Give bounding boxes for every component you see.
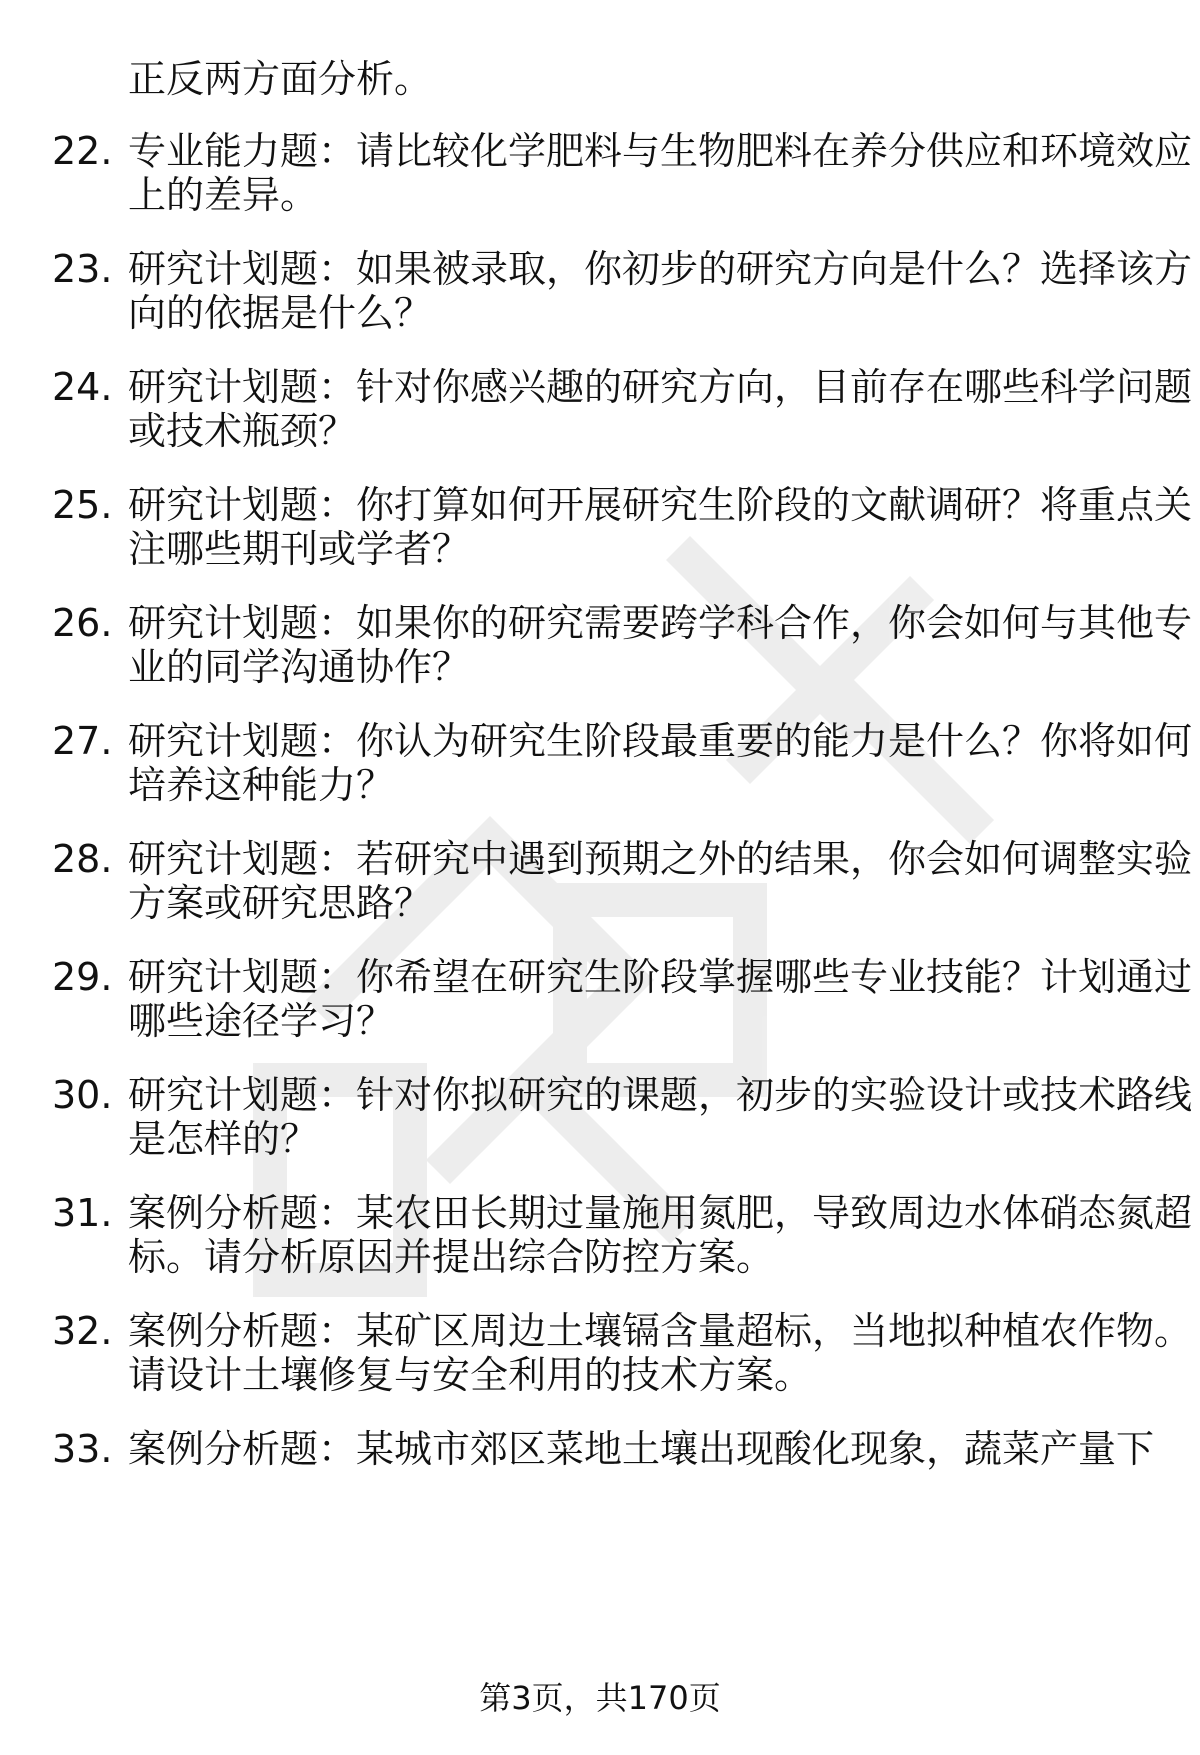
question-number: 32. bbox=[52, 1309, 113, 1353]
intro-continuation: 正反两方面分析。 bbox=[128, 57, 433, 101]
question-number: 22. bbox=[52, 129, 113, 173]
question-number: 23. bbox=[52, 247, 113, 291]
question-number: 27. bbox=[52, 719, 113, 763]
question-text-line: 或技术瓶颈？ bbox=[128, 409, 357, 453]
question-number: 25. bbox=[52, 483, 113, 527]
question-text-line: 研究计划题：你认为研究生阶段最重要的能力是什么？你将如何 bbox=[128, 719, 1193, 763]
page-footer: 第3页，共170页 bbox=[479, 1679, 721, 1717]
question-text-line: 业的同学沟通协作？ bbox=[128, 645, 471, 689]
question-number: 31. bbox=[52, 1191, 113, 1235]
question-text-line: 研究计划题：如果被录取，你初步的研究方向是什么？选择该方 bbox=[128, 247, 1193, 291]
question-text-line: 方案或研究思路？ bbox=[128, 881, 433, 925]
question-text-line: 案例分析题：某农田长期过量施用氮肥，导致周边水体硝态氮超 bbox=[128, 1191, 1193, 1235]
question-text-line: 哪些途径学习？ bbox=[128, 999, 395, 1043]
question-text-line: 案例分析题：某城市郊区菜地土壤出现酸化现象，蔬菜产量下 bbox=[128, 1427, 1155, 1471]
question-text-line: 标。请分析原因并提出综合防控方案。 bbox=[128, 1235, 775, 1279]
question-number: 26. bbox=[52, 601, 113, 645]
question-text-line: 研究计划题：针对你感兴趣的研究方向，目前存在哪些科学问题 bbox=[128, 365, 1193, 409]
question-number: 33. bbox=[52, 1427, 113, 1471]
question-text-line: 研究计划题：你希望在研究生阶段掌握哪些专业技能？计划通过 bbox=[128, 955, 1193, 999]
question-text-line: 上的差异。 bbox=[128, 173, 319, 217]
question-number: 29. bbox=[52, 955, 113, 999]
question-number: 30. bbox=[52, 1073, 113, 1117]
question-text-line: 专业能力题：请比较化学肥料与生物肥料在养分供应和环境效应 bbox=[128, 129, 1193, 173]
question-text-line: 案例分析题：某矿区周边土壤镉含量超标，当地拟种植农作物。 bbox=[128, 1309, 1193, 1353]
question-text-line: 研究计划题：如果你的研究需要跨学科合作，你会如何与其他专 bbox=[128, 601, 1193, 645]
question-text-line: 培养这种能力？ bbox=[128, 763, 395, 807]
question-text-line: 研究计划题：若研究中遇到预期之外的结果，你会如何调整实验 bbox=[128, 837, 1193, 881]
question-number: 28. bbox=[52, 837, 113, 881]
question-text-line: 研究计划题：你打算如何开展研究生阶段的文献调研？将重点关 bbox=[128, 483, 1193, 527]
question-text-line: 注哪些期刊或学者？ bbox=[128, 527, 471, 571]
question-text-line: 请设计土壤修复与安全利用的技术方案。 bbox=[128, 1353, 813, 1397]
question-number: 24. bbox=[52, 365, 113, 409]
question-text-line: 是怎样的？ bbox=[128, 1117, 319, 1161]
question-text-line: 向的依据是什么？ bbox=[128, 291, 433, 335]
question-text-line: 研究计划题：针对你拟研究的课题，初步的实验设计或技术路线 bbox=[128, 1073, 1193, 1117]
